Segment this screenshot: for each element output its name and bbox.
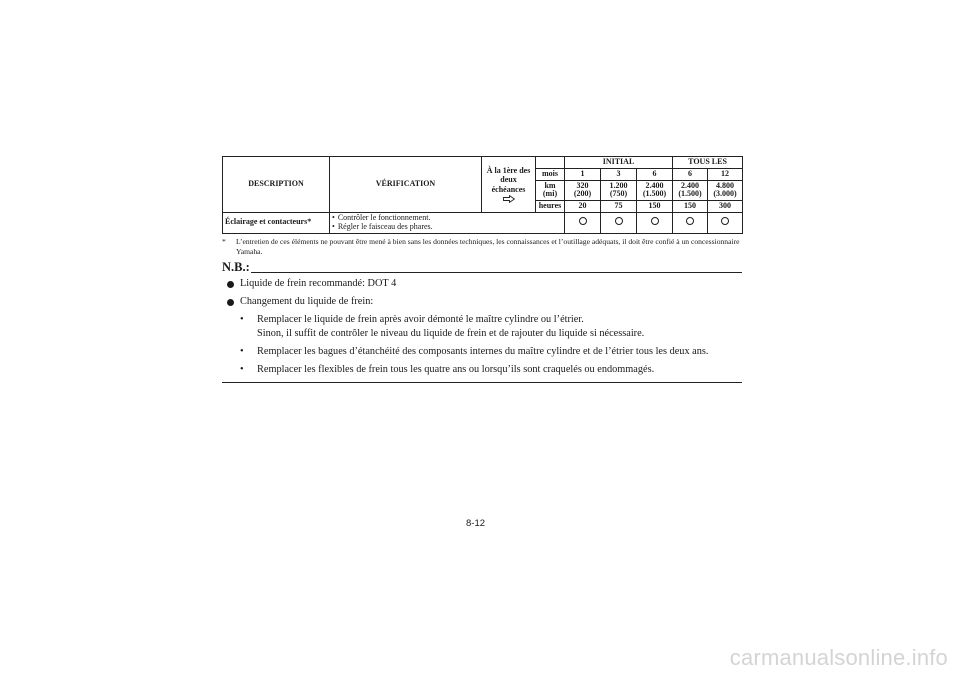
subitem-line: Remplacer les flexibles de frein tous les quatre ans ou lorsqu’ils sont craquelés ou endommagés.	[257, 364, 655, 376]
page-content	[222, 156, 742, 383]
notes-heading	[222, 261, 742, 274]
interval-value: 150	[673, 201, 708, 213]
interval-value: 150	[637, 201, 673, 213]
interval-value: 300	[708, 201, 743, 213]
footnote-marker: *	[222, 236, 226, 246]
interval-unit: heures	[536, 201, 565, 213]
row-description: Éclairage et contacteurs*	[223, 212, 330, 233]
row-checks	[330, 212, 565, 233]
every-header: TOUS LES	[673, 157, 743, 169]
interval-value: 12	[708, 168, 743, 180]
circle-mark-icon	[579, 217, 587, 225]
sub-bullet-icon: •	[240, 364, 244, 376]
bullet-dot-icon	[227, 281, 234, 288]
verification-header: VÉRIFICATION	[330, 157, 482, 213]
arrow-right-icon	[503, 195, 515, 203]
interval-value: 2.400 (1.500)	[673, 180, 708, 201]
note-item	[227, 277, 742, 290]
circle-mark-icon	[721, 217, 729, 225]
interval-unit: km (mi)	[536, 180, 565, 201]
note-item	[227, 295, 742, 308]
mark-cell	[637, 212, 673, 233]
interval-value: 3	[601, 168, 637, 180]
note-text: Changement du liquide de frein:	[240, 295, 374, 307]
interval-value: 6	[637, 168, 673, 180]
watermark: carmanualsonline.info	[729, 645, 948, 670]
interval-value: 1.200 (750)	[601, 180, 637, 201]
description-header: DESCRIPTION	[223, 157, 330, 213]
sub-bullet-icon: •	[240, 346, 244, 358]
interval-unit: mois	[536, 168, 565, 180]
maintenance-table	[222, 156, 743, 234]
table-footnote	[222, 237, 742, 258]
notes-rule	[251, 272, 742, 273]
interval-value: 320 (200)	[565, 180, 601, 201]
subitem-line: Sinon, il suffit de contrôler le niveau du liquide de frein et de rajouter du liquide si nécessaire.	[257, 327, 645, 339]
bullet-dot-icon	[227, 299, 234, 306]
notes-title: N.B.:	[222, 260, 250, 275]
note-subitem	[240, 345, 742, 358]
note-subitem	[240, 363, 742, 376]
check-list	[332, 214, 562, 232]
interval-value: 6	[673, 168, 708, 180]
check-item: • Régler le faisceau des phares.	[332, 223, 562, 232]
notes-body	[222, 274, 742, 377]
circle-mark-icon	[686, 217, 694, 225]
mark-cell	[565, 212, 601, 233]
interval-value: 75	[601, 201, 637, 213]
initial-header: INITIAL	[565, 157, 673, 169]
first-due-header	[482, 157, 536, 213]
circle-mark-icon	[615, 217, 623, 225]
circle-mark-icon	[651, 217, 659, 225]
page-number: 8-12	[466, 518, 486, 529]
first-due-label: À la 1ère des deux échéances	[486, 166, 531, 194]
sub-bullet-icon: •	[240, 314, 244, 326]
footnote-text: L’entretien de ces éléments ne pouvant être mené à bien sans les données techniques, les connaissances et l’outillage adéquats, il doit être confié à un concessionnaire Yamaha.	[236, 236, 740, 256]
subitem-line: Remplacer les bagues d’étanchéité des composants internes du maître cylindre et de l’étrier tous les deux ans.	[257, 346, 709, 358]
interval-value: 1	[565, 168, 601, 180]
notes-end-rule	[222, 382, 742, 383]
mark-cell	[673, 212, 708, 233]
mark-cell	[708, 212, 743, 233]
check-item: • Contrôler le fonctionnement.	[332, 214, 562, 223]
unit-header-blank	[536, 157, 565, 169]
subitem-line: Remplacer le liquide de frein après avoir démonté le maître cylindre ou l’étrier.	[257, 314, 584, 326]
mark-cell	[601, 212, 637, 233]
interval-value: 20	[565, 201, 601, 213]
note-subitem	[240, 313, 742, 340]
note-text: Liquide de frein recommandé: DOT 4	[240, 277, 397, 289]
interval-value: 4.800 (3.000)	[708, 180, 743, 201]
table-row	[223, 212, 743, 233]
interval-value: 2.400 (1.500)	[637, 180, 673, 201]
